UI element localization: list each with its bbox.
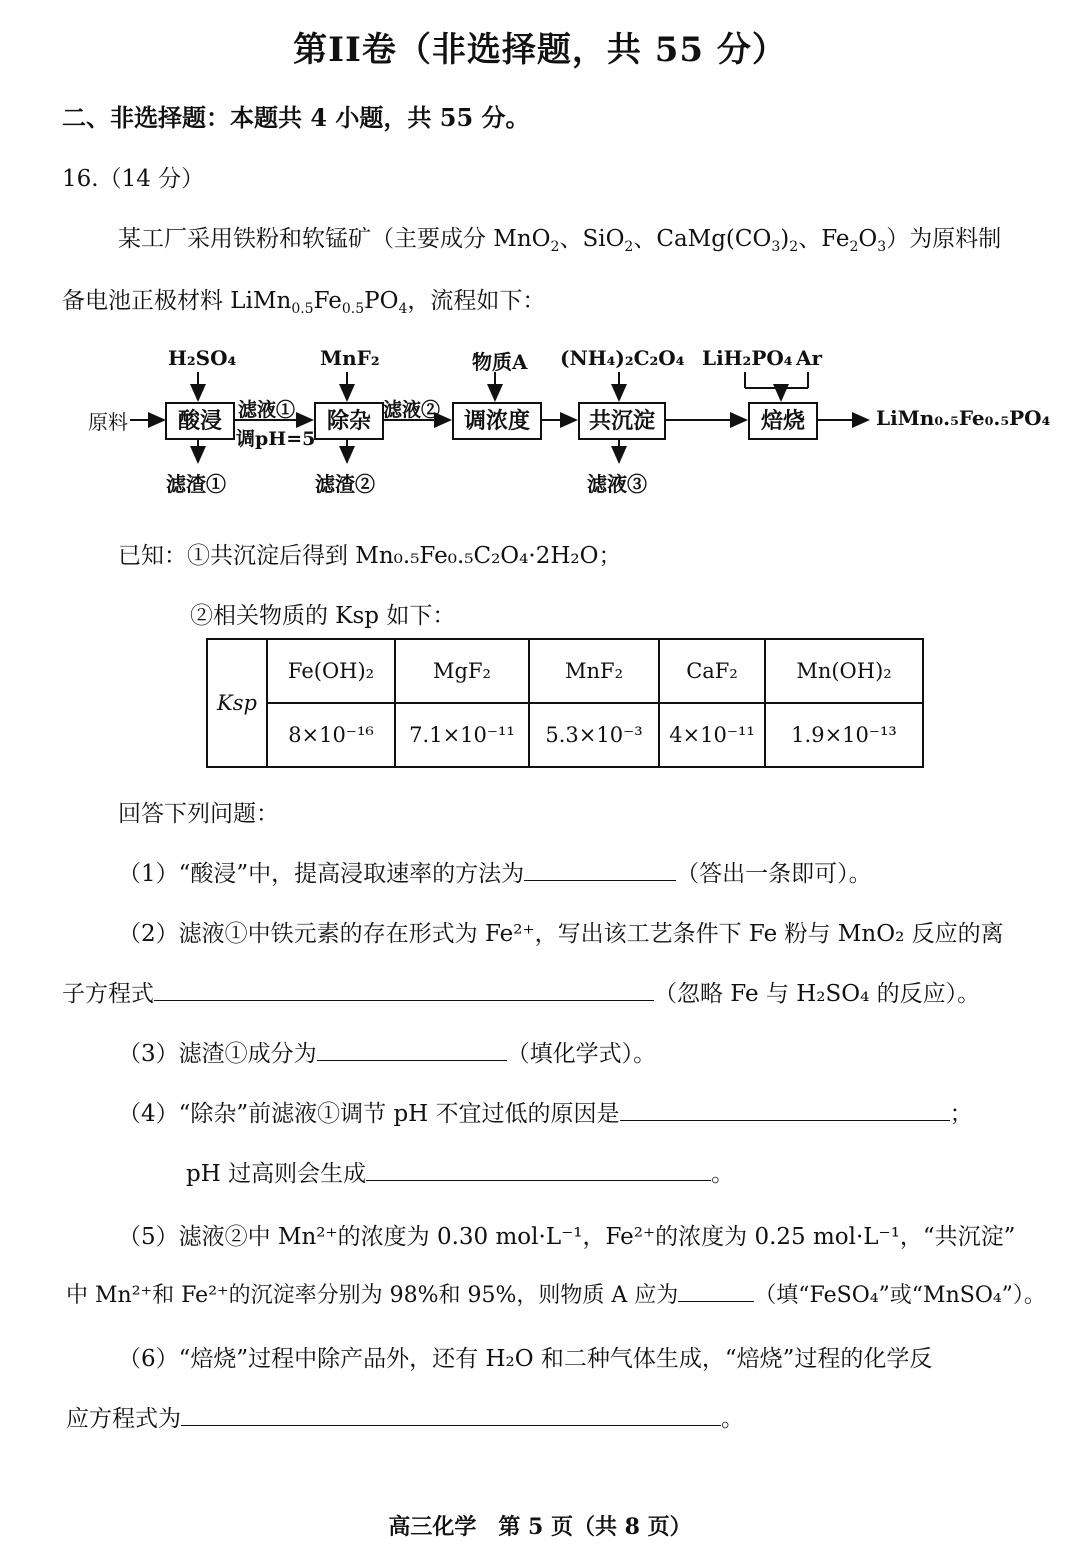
flow-box-calcination: 焙烧 [748, 402, 818, 440]
ksp-header: Fe(OH)₂ [267, 639, 395, 703]
flow-label-filtrate-2: 滤液② [383, 399, 441, 421]
flow-product: LiMn₀.₅Fe₀.₅PO₄ [876, 406, 1051, 430]
ksp-value: 4×10⁻¹¹ [659, 703, 765, 767]
flow-label-filtrate-1: 滤液① [238, 399, 296, 421]
ksp-header: CaF₂ [659, 639, 765, 703]
answer-blank-6[interactable] [181, 1403, 721, 1426]
question-6-line-2: 应方程式为 。 [66, 1400, 744, 1433]
answer-blank-3[interactable] [317, 1038, 507, 1061]
answer-blank-1[interactable] [524, 858, 676, 881]
question-4-line-2: pH 过高则会生成 。 [186, 1155, 734, 1188]
question-2-line-2: 子方程式 （忽略 Fe 与 H₂SO₄ 的反应）。 [62, 975, 980, 1008]
answer-intro: 回答下列问题： [118, 801, 279, 827]
flow-box-impurity-removal: 除杂 [314, 402, 384, 440]
question-5-line-1: （5）滤液②中 Mn²⁺的浓度为 0.30 mol·L⁻¹，Fe²⁺的浓度为 0.25 mol·L⁻¹，“共沉淀” [118, 1224, 1016, 1250]
answer-blank-4a[interactable] [620, 1098, 950, 1121]
known-line-2: ②相关物质的 Ksp 如下： [190, 603, 456, 629]
page-title: 第II卷（非选择题，共 55 分） [293, 30, 787, 70]
flow-output-residue-1: 滤渣① [166, 472, 226, 496]
flow-box-adjust-concentration: 调浓度 [452, 402, 542, 440]
question-4-line-1: （4）“除杂”前滤液①调节 pH 不宜过低的原因是 ； [118, 1095, 973, 1128]
ksp-value: 7.1×10⁻¹¹ [395, 703, 529, 767]
intro-line-1: 某工厂采用铁粉和软锰矿（主要成分 MnO$_2$、SiO$_2$、$CaMg(CO_3)_2$、$Fe_2O_3$）为原料制 [118, 226, 1002, 255]
flow-output-residue-2: 滤渣② [315, 472, 375, 496]
flow-input-ammonium-oxalate: (NH₄)₂C₂O₄ [560, 346, 685, 370]
answer-blank-5[interactable] [678, 1279, 754, 1302]
ksp-value: 8×10⁻¹⁶ [267, 703, 395, 767]
section-heading: 二、非选择题：本题共 4 小题，共 55 分。 [62, 103, 530, 132]
page-footer: 高三化学 第 5 页（共 8 页） [388, 1514, 692, 1540]
flow-input-lih2po4: LiH₂PO₄ [702, 346, 793, 370]
ksp-header: MgF₂ [395, 639, 529, 703]
flow-input-mnf2: MnF₂ [320, 346, 380, 370]
flow-input-h2so4: H₂SO₄ [168, 346, 237, 370]
ksp-header: MnF₂ [529, 639, 659, 703]
ksp-table [206, 638, 924, 768]
ksp-header: Mn(OH)₂ [765, 639, 923, 703]
answer-blank-4b[interactable] [366, 1158, 711, 1181]
ksp-value: 1.9×10⁻¹³ [765, 703, 923, 767]
intro-line-2: 备电池正极材料 $LiMn_{0.5}Fe_{0.5}PO_4$，流程如下： [62, 288, 546, 317]
flow-input-substance-a: 物质A [472, 350, 528, 374]
question-6-line-1: （6）“焙烧”过程中除产品外，还有 H₂O 和二种气体生成，“焙烧”过程的化学反 [118, 1346, 933, 1372]
question-1: （1）“酸浸”中，提高浸取速率的方法为 （答出一条即可）。 [118, 855, 872, 888]
question-5-line-2: 中 Mn²⁺和 Fe²⁺的沉淀率分别为 98%和 95%，则物质 A 应为 （填“FeSO₄”或“MnSO₄”）。 [66, 1278, 1046, 1309]
ksp-row-label: Ksp [207, 639, 267, 767]
flow-box-coprecipitation: 共沉淀 [578, 402, 666, 440]
question-3: （3）滤渣①成分为 （填化学式）。 [118, 1035, 656, 1068]
known-line-1: 已知：①共沉淀后得到 Mn₀.₅Fe₀.₅C₂O₄·2H₂O； [118, 543, 622, 569]
flow-label-ph: 调pH=5 [236, 428, 316, 450]
flow-input-ar: Ar [796, 346, 823, 370]
flow-output-filtrate-3: 滤液③ [587, 472, 647, 496]
answer-blank-2[interactable] [154, 978, 654, 1001]
ksp-value: 5.3×10⁻³ [529, 703, 659, 767]
flow-box-acid-leach: 酸浸 [165, 402, 235, 440]
question-number: 16.（14 分） [62, 166, 205, 192]
flow-raw-material: 原料 [88, 410, 128, 434]
question-2-line-1: （2）滤液①中铁元素的存在形式为 Fe²⁺，写出该工艺条件下 Fe 粉与 MnO₂ 反应的离 [118, 921, 1004, 947]
